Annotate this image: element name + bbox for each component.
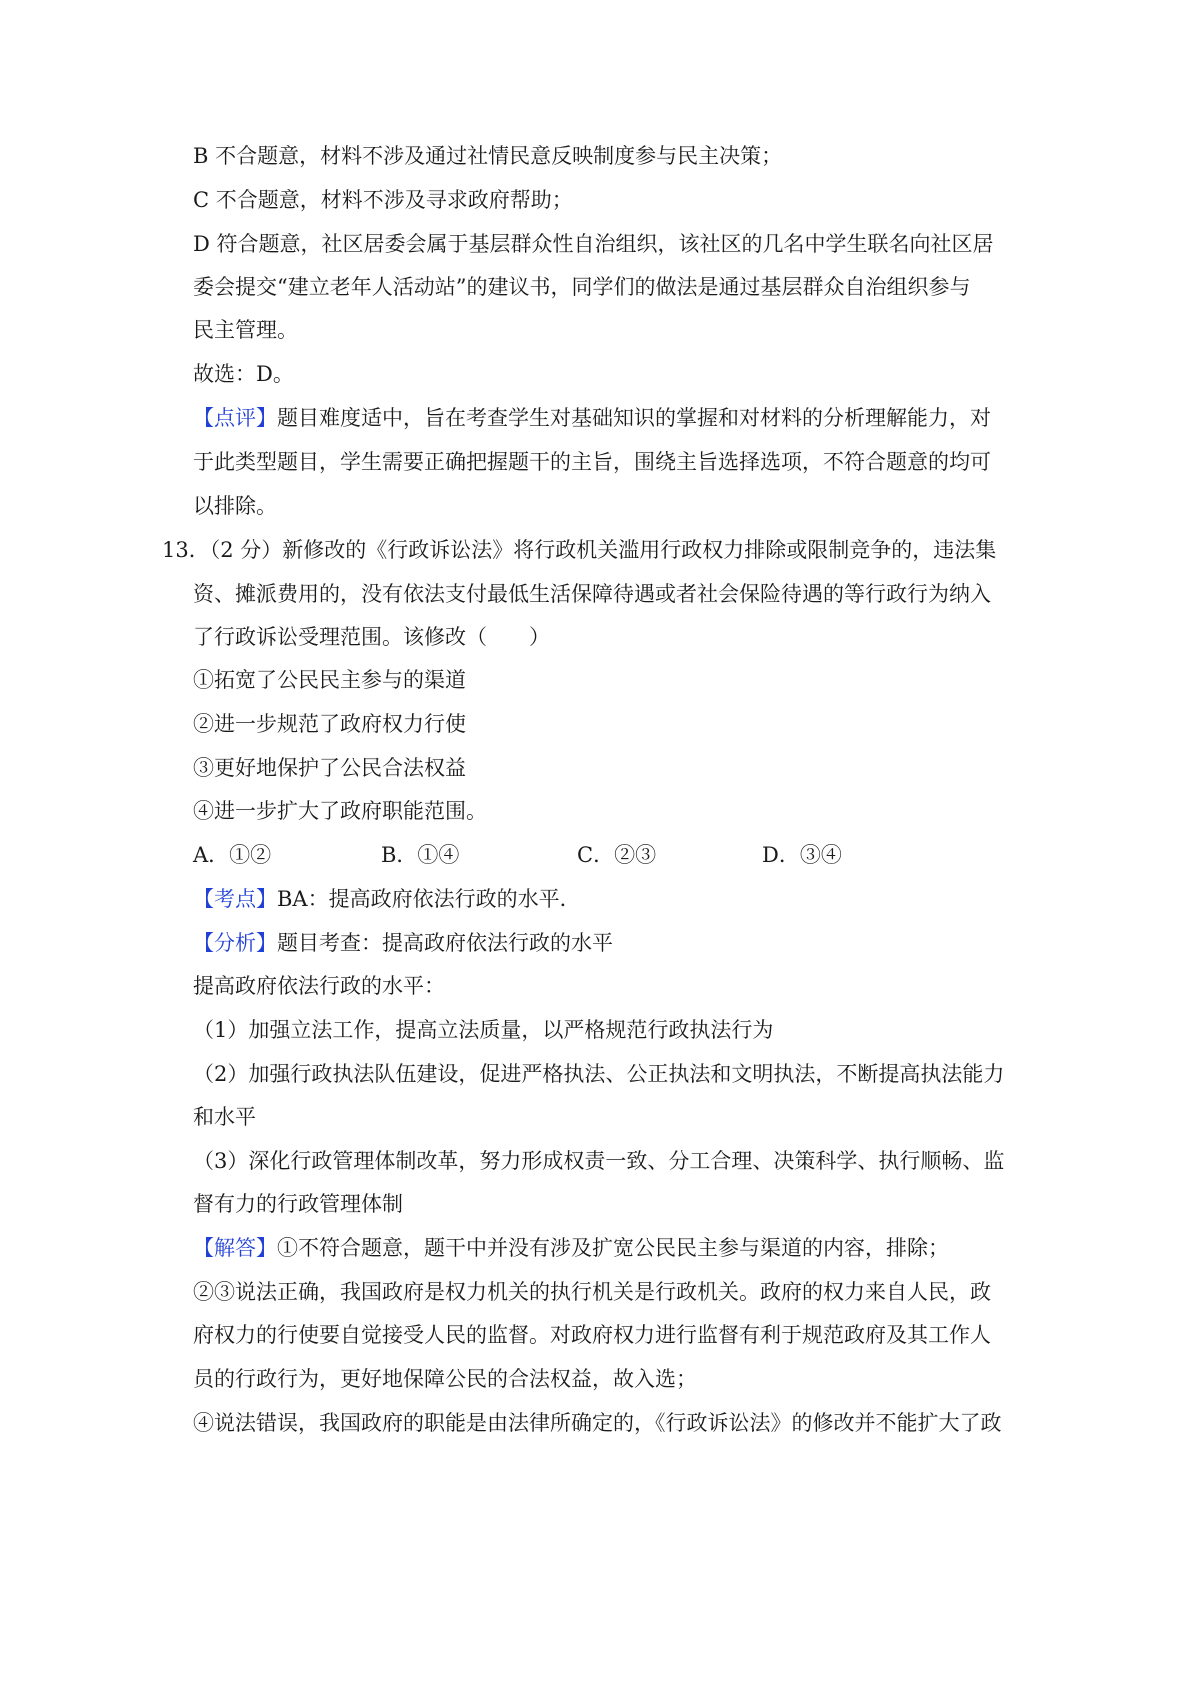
analysis-point: （1）加强立法工作，提高立法质量，以严格规范行政执法行为 — [193, 1018, 774, 1042]
answer-choice: 故选：D。 — [193, 362, 294, 386]
answer-d-line: 委会提交“建立老年人活动站”的建议书，同学们的做法是通过基层群众自治组织参与 — [193, 275, 971, 299]
option-b: B．①④ — [381, 843, 460, 867]
question-stem: 资、摊派费用的，没有依法支付最低生活保障待遇或者社会保险待遇的等行政行为纳入 — [193, 582, 991, 606]
answer-c: C 不合题意，材料不涉及寻求政府帮助； — [193, 188, 573, 212]
jieda-line: 府权力的行使要自觉接受人民的监督。对政府权力进行监督有利于规范政府及其工作人 — [193, 1323, 991, 1347]
analysis-point: （2）加强行政执法队伍建设，促进严格执法、公正执法和文明执法，不断提高执法能力 — [193, 1062, 1005, 1086]
option-c: C．②③ — [577, 843, 657, 867]
jieda-line: ②③说法正确，我国政府是权力机关的执行机关是行政机关。政府的权力来自人民，政 — [193, 1280, 991, 1304]
comment-line: 于此类型题目，学生需要正确把握题干的主旨，围绕主旨选择选项，不符合题意的均可 — [193, 450, 991, 474]
jieda-line: 员的行政行为，更好地保障公民的合法权益，故入选； — [193, 1367, 697, 1391]
fenxi-text: 题目考查：提高政府依法行政的水平 — [277, 931, 613, 955]
comment-line: 以排除。 — [193, 494, 277, 518]
kaodian-text: BA：提高政府依法行政的水平． — [277, 887, 581, 911]
kaodian-tag: 【考点】 — [193, 887, 277, 911]
fenxi-line — [193, 929, 613, 957]
question-stem: 了行政诉讼受理范围。该修改（ ） — [193, 625, 550, 649]
statement-2: ②进一步规范了政府权力行使 — [193, 712, 466, 736]
comment-line — [193, 404, 991, 432]
answer-b: B 不合题意，材料不涉及通过社情民意反映制度参与民主决策； — [193, 144, 783, 168]
fenxi-tag: 【分析】 — [193, 931, 277, 955]
comment-tag: 【点评】 — [193, 406, 277, 430]
answer-d-line: 民主管理。 — [193, 318, 298, 342]
statement-4: ④进一步扩大了政府职能范围。 — [193, 799, 487, 823]
analysis-point: 和水平 — [193, 1105, 256, 1129]
jieda-text: ①不符合题意，题干中并没有涉及扩宽公民民主参与渠道的内容，排除； — [277, 1236, 949, 1260]
statement-3: ③更好地保护了公民合法权益 — [193, 756, 466, 780]
option-a: A．①② — [193, 843, 272, 867]
question-stem: 13．（2 分）新修改的《行政诉讼法》将行政机关滥用行政权力排除或限制竞争的，违法集 — [162, 538, 997, 562]
analysis-point: 督有力的行政管理体制 — [193, 1192, 403, 1216]
statement-1: ①拓宽了公民民主参与的渠道 — [193, 668, 466, 692]
jieda-line: ④说法错误，我国政府的职能是由法律所确定的，《行政诉讼法》的修改并不能扩大了政 — [193, 1411, 1002, 1435]
jieda-tag: 【解答】 — [193, 1236, 277, 1260]
option-d: D．③④ — [762, 843, 842, 867]
analysis-point: 提高政府依法行政的水平： — [193, 974, 445, 998]
kaodian-line — [193, 885, 581, 913]
jieda-line — [193, 1234, 949, 1262]
answer-d-line: D 符合题意，社区居委会属于基层群众性自治组织，该社区的几名中学生联名向社区居 — [193, 232, 994, 256]
analysis-point: （3）深化行政管理体制改革，努力形成权责一致、分工合理、决策科学、执行顺畅、监 — [193, 1149, 1005, 1173]
comment-text: 题目难度适中，旨在考查学生对基础知识的掌握和对材料的分析理解能力，对 — [277, 406, 991, 430]
